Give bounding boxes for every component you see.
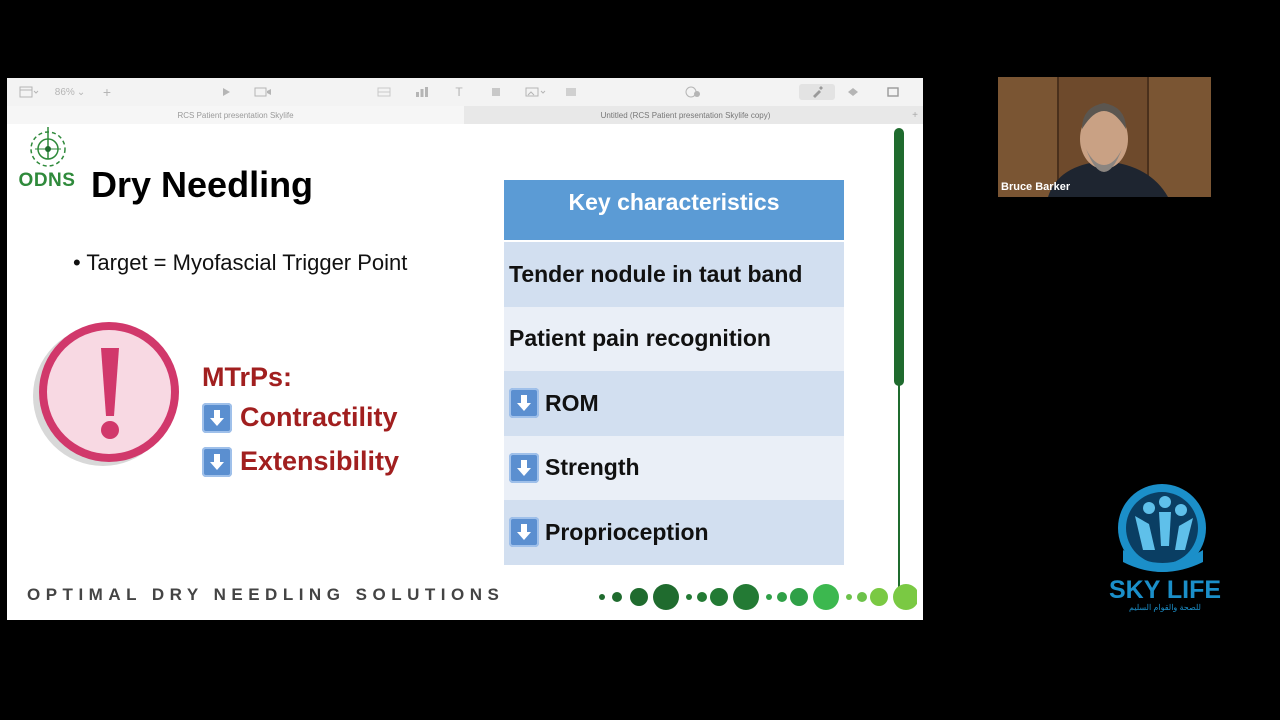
sky-life-logo [1105, 480, 1225, 615]
tab-original-presentation[interactable] [7, 106, 464, 124]
toolbar [7, 78, 923, 107]
table-row [504, 242, 844, 307]
chevron-down-icon: ⌄ [76, 86, 86, 98]
logo-text: ODNS [18, 170, 76, 191]
down-arrow-icon [202, 447, 232, 477]
row-label: Tender nodule in taut band [509, 260, 803, 287]
text-icon[interactable]: T [455, 85, 463, 99]
format-icon[interactable] [799, 84, 835, 100]
shape-icon[interactable] [488, 84, 504, 100]
row-label: ROM [545, 389, 599, 416]
collaborate-icon[interactable] [683, 84, 703, 100]
chart-icon[interactable] [413, 84, 431, 100]
down-arrow-icon [509, 388, 539, 418]
down-arrow-icon [509, 517, 539, 547]
brand-name: SKY LIFE [1108, 576, 1222, 604]
table-row [504, 307, 844, 372]
brand-subtitle: للصحة والقوام السليم [1129, 603, 1201, 612]
decorative-dots [597, 580, 917, 614]
tab-untitled-copy[interactable] [464, 106, 907, 124]
animate-icon[interactable] [843, 84, 863, 100]
exclamation-alert-icon [31, 320, 181, 468]
mtrps-item-label: Extensibility [240, 446, 400, 476]
live-video-icon[interactable] [253, 84, 273, 100]
document-icon[interactable] [883, 84, 903, 100]
row-label: Patient pain recognition [509, 325, 771, 352]
slide-footer: OPTIMAL DRY NEEDLING SOLUTIONS [27, 585, 505, 604]
mtrps-extensibility [202, 446, 399, 477]
down-arrow-icon [202, 403, 232, 433]
add-slide-icon[interactable]: + [102, 84, 112, 100]
needle-target-icon [15, 127, 79, 171]
table-row [504, 436, 844, 501]
view-icon[interactable] [17, 84, 41, 100]
mtrps-label: MTrPs: [202, 362, 293, 392]
mtrps-item-label: Contractility [240, 402, 398, 432]
new-tab-icon[interactable]: + [907, 106, 923, 124]
tab-label: RCS Patient presentation Skylife [177, 110, 294, 120]
table-icon[interactable] [375, 84, 393, 100]
table-row [504, 500, 844, 565]
zoom-select[interactable] [53, 84, 87, 100]
table-header: Key characteristics [504, 180, 844, 242]
odns-logo [15, 127, 79, 191]
row-label: Strength [545, 454, 640, 481]
presentation-window [7, 78, 923, 620]
bullet-target: • Target = Myofascial Trigger Point [73, 250, 408, 275]
participant-name: Bruce Barker [1001, 181, 1071, 193]
participant-photo [998, 77, 1211, 197]
decorative-green-line [898, 382, 900, 597]
key-characteristics-table [504, 180, 844, 565]
row-label: Proprioception [545, 518, 709, 545]
tab-label: Untitled (RCS Patient presentation Skylife copy) [600, 110, 771, 120]
table-row [504, 371, 844, 436]
decorative-green-bar [894, 128, 904, 386]
slide-title: Dry Needling [91, 164, 314, 205]
mtrps-contractility [202, 402, 398, 433]
media-icon[interactable] [523, 84, 549, 100]
down-arrow-icon [509, 453, 539, 483]
slide-canvas[interactable] [7, 124, 923, 620]
zoom-value: 86% [54, 86, 75, 98]
play-icon[interactable] [217, 84, 235, 100]
comment-icon[interactable] [563, 84, 579, 100]
sky-life-emblem-icon [1105, 480, 1225, 576]
participant-video[interactable] [998, 77, 1211, 197]
tab-bar [7, 106, 923, 124]
